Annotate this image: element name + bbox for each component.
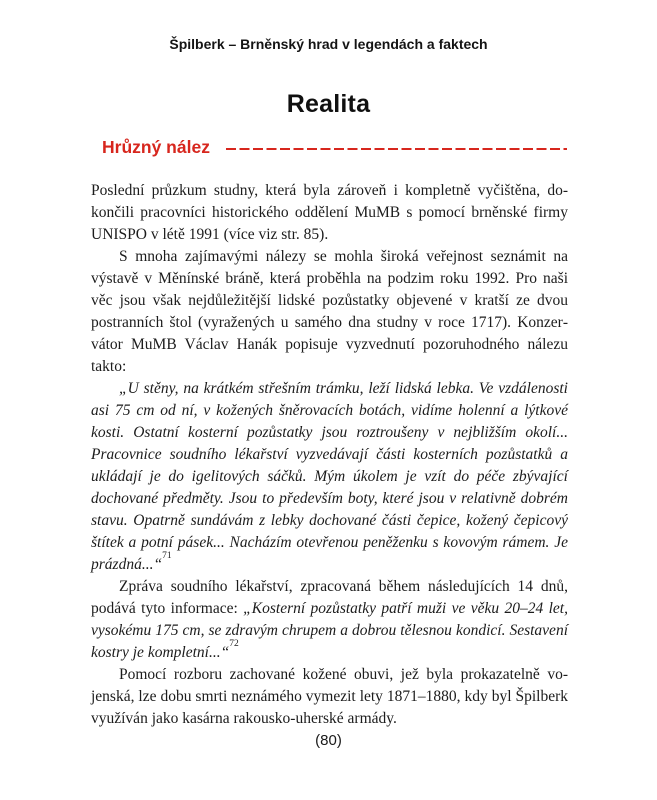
section-heading-row — [102, 137, 567, 158]
quote-paragraph-1 — [91, 378, 568, 576]
footnote-ref-72: 72 — [229, 638, 239, 649]
page-number: (80) — [315, 732, 342, 749]
paragraph-3-lead: Zpráva soudního lékařství, zpracovaná během následujících 14 dnů, podává tyto informace: — [91, 578, 568, 617]
paragraph-4: Pomocí rozboru zachované kožené obuvi, jež byla prokazatelně vojenská, lze dobu smrti neznámého vymezit lety 1871–1880, kdy byl Špilberk využíván jako kasárna rakousko-uherské armády. — [91, 666, 568, 727]
paragraph-2: S mnoha zajímavými nálezy se mohla široká veřejnost seznámit na výstavě v Měnínské bráně, která proběhla na podzim roku 1992. Pro naši věc jsou však nejdůležitější lidské pozůstatky objevené v kratší ze dvou postranních štol (vyražených u samého dna studny v roce 1717). Konzervátor MuMB Václav Hanák popisuje vyzvednutí pozoruhodného nálezu takto: — [91, 248, 568, 375]
quote-text: „U stěny, na krátkém střešním trámku, leží lidská lebka. Ve vzdálenosti asi 75 cm od ní, v kožených šněrovacích botách, vidíme holenní a lýtkové kosti. Ostatní kosterní pozůstatky jsou roztroušeny v nejbližším okolí... Pracovnice soudního lékařství vyzvedávají části kosterních pozůstatků a ukládají je do igelitových sáčků. Mým úkolem je vzít do péče zbývající dochované předměty. Jsou to především boty, které jsou v relativně dobrém stavu. Opatrně sundávám z lebky dochované části čepice, kožený čepicový štítek a potní pásek... Nacházím otevřenou peněženku s kovovým rámem. Je prázdná...“ — [91, 380, 568, 573]
running-header: Špilberk – Brněnský hrad v legendách a faktech — [169, 36, 488, 52]
paragraph-3 — [91, 576, 568, 664]
quote-text-2: „Kosterní pozůstatky patří muži ve věku 20–24 let, vysokému 175 cm, se zdravým chrupem a dobrou tělesnou kondicí. Sestavení kostry je kompletní...“ — [91, 600, 568, 661]
dashed-rule — [226, 148, 567, 150]
body-text — [91, 180, 568, 730]
section-heading: Hrůzný nález — [102, 137, 210, 157]
chapter-title: Realita — [286, 90, 371, 118]
footnote-ref-71: 71 — [162, 550, 172, 561]
paragraph-1: Poslední průzkum studny, která byla zároveň i kompletně vyčištěna, dokončili pracovníci historického oddělení MuMB s pomocí brněnské firmy UNISPO v létě 1991 (více viz str. 85). — [91, 182, 568, 243]
